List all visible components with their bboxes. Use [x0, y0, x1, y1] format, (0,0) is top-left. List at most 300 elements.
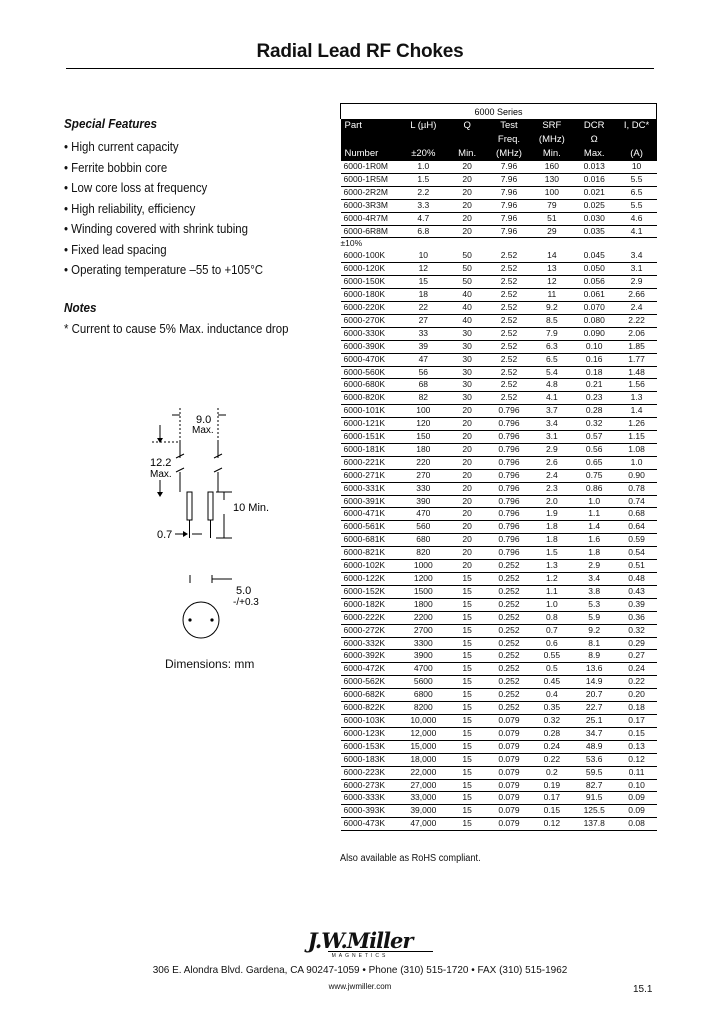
table-cell: 6000-560K — [341, 366, 399, 379]
table-row — [341, 779, 657, 792]
table-row — [341, 650, 657, 663]
table-cell: 0.43 — [617, 585, 657, 598]
table-cell: 14 — [532, 250, 572, 262]
table-cell: 1.0 — [532, 598, 572, 611]
table-cell: 0.09 — [617, 792, 657, 805]
table-row — [341, 740, 657, 753]
table-cell: 15,000 — [398, 740, 448, 753]
table-cell: 4.6 — [617, 212, 657, 225]
notes-text: * Current to cause 5% Max. inductance drop — [64, 321, 289, 336]
table-cell: 7.96 — [486, 212, 532, 225]
table-cell: 2.52 — [486, 392, 532, 405]
table-cell: 0.796 — [486, 482, 532, 495]
table-cell: 6000-332K — [341, 637, 399, 650]
table-cell: 68 — [398, 379, 448, 392]
table-cell: 0.09 — [617, 805, 657, 818]
table-cell: 6000-102K — [341, 560, 399, 573]
table-cell: 0.252 — [486, 676, 532, 689]
table-cell: 0.17 — [617, 714, 657, 727]
table-cell: 0.079 — [486, 779, 532, 792]
table-row — [341, 714, 657, 727]
table-cell: 1.3 — [617, 392, 657, 405]
table-row — [341, 366, 657, 379]
table-cell: 6000-470K — [341, 353, 399, 366]
table-cell: 0.45 — [532, 676, 572, 689]
table-cell: 51 — [532, 212, 572, 225]
table-row — [341, 301, 657, 314]
table-cell: 15 — [448, 663, 486, 676]
table-cell: 0.74 — [617, 495, 657, 508]
table-cell: 2.4 — [617, 301, 657, 314]
table-row — [341, 327, 657, 340]
table-cell: 6000-681K — [341, 534, 399, 547]
table-cell: 0.12 — [532, 818, 572, 831]
table-cell: 1.2 — [532, 573, 572, 586]
table-cell: 0.28 — [532, 727, 572, 740]
table-row — [341, 250, 657, 262]
column-header: (MHz) — [486, 147, 532, 161]
table-cell: 6000-221K — [341, 456, 399, 469]
table-cell: 0.796 — [486, 521, 532, 534]
table-cell: 79 — [532, 199, 572, 212]
table-cell: 6000-272K — [341, 624, 399, 637]
table-cell: 30 — [448, 392, 486, 405]
table-row — [341, 482, 657, 495]
tolerance-note: ±10% — [340, 238, 363, 249]
table-cell: 0.252 — [486, 663, 532, 676]
column-header: SRF — [532, 119, 572, 133]
table-cell: 2.52 — [486, 276, 532, 289]
table-cell: 6000-821K — [341, 547, 399, 560]
table-cell: 27 — [398, 314, 448, 327]
table-cell: 120 — [398, 418, 448, 431]
table-row — [341, 225, 657, 238]
table-cell: 270 — [398, 469, 448, 482]
table-cell: 2.52 — [486, 379, 532, 392]
features-list — [64, 137, 263, 281]
table-cell: 15 — [448, 740, 486, 753]
table-cell: 20 — [448, 161, 486, 173]
table-header-row — [341, 147, 657, 161]
table-cell: 7.96 — [486, 173, 532, 186]
table-cell: 3.4 — [617, 250, 657, 262]
table-cell: 0.252 — [486, 573, 532, 586]
rohs-footnote: Also available as RoHS compliant. — [340, 853, 481, 864]
table-cell: 4.1 — [532, 392, 572, 405]
table-cell: 0.079 — [486, 792, 532, 805]
table-cell: 20 — [448, 443, 486, 456]
column-header: Min. — [448, 147, 486, 161]
table-cell: 0.12 — [617, 753, 657, 766]
table-cell: 6000-150K — [341, 276, 399, 289]
table-cell: 1.26 — [617, 418, 657, 431]
table-cell: 2.9 — [617, 276, 657, 289]
table-row — [341, 469, 657, 482]
table-cell: 6000-2R2M — [341, 186, 399, 199]
table-cell: 3900 — [398, 650, 448, 663]
table-cell: 50 — [448, 263, 486, 276]
table-cell: 6000-152K — [341, 585, 399, 598]
table-cell: 6000-180K — [341, 289, 399, 302]
table-cell: 53.6 — [572, 753, 617, 766]
table-cell: 0.796 — [486, 418, 532, 431]
table-cell: 0.57 — [572, 431, 617, 444]
table-cell: 15 — [448, 650, 486, 663]
table-cell: 15 — [448, 676, 486, 689]
column-header: L (µH) — [398, 119, 448, 133]
table-cell: 40 — [448, 301, 486, 314]
table-cell: 15 — [448, 624, 486, 637]
table-cell: 6000-120K — [341, 263, 399, 276]
table-row — [341, 173, 657, 186]
table-cell: 0.079 — [486, 766, 532, 779]
table-cell: 11 — [532, 289, 572, 302]
table-cell: 0.079 — [486, 818, 532, 831]
table-cell: 0.51 — [617, 560, 657, 573]
table-cell: 0.796 — [486, 443, 532, 456]
table-cell: 0.32 — [617, 624, 657, 637]
table-cell: 40 — [448, 314, 486, 327]
table-cell: 6800 — [398, 689, 448, 702]
table-cell: 0.19 — [532, 779, 572, 792]
table-cell: 2.52 — [486, 314, 532, 327]
table-cell: 6000-222K — [341, 611, 399, 624]
table-cell: 2.52 — [486, 301, 532, 314]
table-cell: 0.252 — [486, 598, 532, 611]
table-cell: 6000-123K — [341, 727, 399, 740]
table-cell: 15 — [448, 792, 486, 805]
table-cell: 0.796 — [486, 456, 532, 469]
table-cell: 3.4 — [532, 418, 572, 431]
table-cell: 4.7 — [398, 212, 448, 225]
table-cell: 20 — [448, 521, 486, 534]
table-row — [341, 805, 657, 818]
table-cell: 0.78 — [617, 482, 657, 495]
table-cell: 6000-820K — [341, 392, 399, 405]
table-cell: 30 — [448, 340, 486, 353]
company-address: 306 E. Alondra Blvd. Gardena, CA 90247-1059 • Phone (310) 515-1720 • FAX (310) 515-1962 — [152, 964, 568, 976]
table-cell: 2.52 — [486, 289, 532, 302]
table-cell: 8.9 — [572, 650, 617, 663]
table-cell: 3.1 — [617, 263, 657, 276]
table-cell: 0.21 — [572, 379, 617, 392]
table-cell: 2.0 — [532, 495, 572, 508]
table-cell: 20 — [448, 508, 486, 521]
table-cell: 0.796 — [486, 495, 532, 508]
table-cell: 6.8 — [398, 225, 448, 238]
table-cell: 14.9 — [572, 676, 617, 689]
table-cell: 0.796 — [486, 431, 532, 444]
table-cell: 9.2 — [572, 624, 617, 637]
table-cell: 6000-181K — [341, 443, 399, 456]
table-cell: 33,000 — [398, 792, 448, 805]
table-cell: 1.0 — [572, 495, 617, 508]
table-cell: 6000-220K — [341, 301, 399, 314]
lead-dia-label: 0.7 — [157, 529, 173, 541]
table-cell: 2.22 — [617, 314, 657, 327]
table-cell: 0.65 — [572, 456, 617, 469]
table-row — [341, 431, 657, 444]
table-cell: 15 — [448, 727, 486, 740]
table-cell: 5600 — [398, 676, 448, 689]
table-cell: 6000-4R7M — [341, 212, 399, 225]
table-cell: 1.1 — [572, 508, 617, 521]
table-row — [341, 443, 657, 456]
table-cell: 2.66 — [617, 289, 657, 302]
table-header-row — [341, 133, 657, 147]
table-cell: 0.252 — [486, 611, 532, 624]
table-cell: 6000-223K — [341, 766, 399, 779]
table-cell: 137.8 — [572, 818, 617, 831]
table-cell: 6000-182K — [341, 598, 399, 611]
table-cell: 1.5 — [532, 547, 572, 560]
table-cell: 2.06 — [617, 327, 657, 340]
table-cell: 15 — [448, 637, 486, 650]
column-header — [617, 133, 657, 147]
table-cell: 15 — [448, 779, 486, 792]
table-cell: 0.24 — [532, 740, 572, 753]
table-cell: 0.32 — [532, 714, 572, 727]
table-cell: 0.045 — [572, 250, 617, 262]
table-cell: 7.96 — [486, 225, 532, 238]
feature-item: • Low core loss at frequency — [64, 180, 208, 195]
table-cell: 0.15 — [532, 805, 572, 818]
table-row — [341, 418, 657, 431]
table-cell: 15 — [448, 702, 486, 715]
table-cell: 0.796 — [486, 534, 532, 547]
column-header: (MHz) — [532, 133, 572, 147]
height-max-label: Max. — [150, 469, 172, 480]
table-cell: 0.8 — [532, 611, 572, 624]
table-cell: 6.5 — [532, 353, 572, 366]
table-cell: 2.2 — [398, 186, 448, 199]
table-row — [341, 702, 657, 715]
table-cell: 0.7 — [532, 624, 572, 637]
table-cell: 10 — [398, 250, 448, 262]
table-row — [341, 508, 657, 521]
table-cell: 6000-330K — [341, 327, 399, 340]
table-cell: 6000-101K — [341, 405, 399, 418]
table-cell: 6000-473K — [341, 818, 399, 831]
table-cell: 6000-121K — [341, 418, 399, 431]
table-row — [341, 161, 657, 173]
table-cell: 1000 — [398, 560, 448, 573]
width-label: 9.0 — [196, 414, 212, 426]
table-cell: 6000-183K — [341, 753, 399, 766]
table-cell: 6000-122K — [341, 573, 399, 586]
table-cell: 1.77 — [617, 353, 657, 366]
table-row — [341, 186, 657, 199]
table-cell: 0.252 — [486, 702, 532, 715]
table-cell: 6000-1R5M — [341, 173, 399, 186]
table-cell: 27,000 — [398, 779, 448, 792]
table-cell: 1.5 — [398, 173, 448, 186]
table-cell: 2.52 — [486, 327, 532, 340]
table-cell: 1.6 — [572, 534, 617, 547]
tolerance-row — [341, 238, 657, 250]
table-cell: 30 — [448, 353, 486, 366]
table-cell: 39 — [398, 340, 448, 353]
table-cell: 15 — [448, 598, 486, 611]
table-cell: 12,000 — [398, 727, 448, 740]
table-cell: 470 — [398, 508, 448, 521]
table-cell: 0.079 — [486, 714, 532, 727]
table-cell: 6000-822K — [341, 702, 399, 715]
table-cell: 20 — [448, 495, 486, 508]
dimension-diagram — [120, 400, 320, 655]
table-cell: 2.6 — [532, 456, 572, 469]
table-cell: 0.54 — [617, 547, 657, 560]
table-row — [341, 212, 657, 225]
table-cell: 0.10 — [572, 340, 617, 353]
table-cell: 0.90 — [617, 469, 657, 482]
table-cell: 1.56 — [617, 379, 657, 392]
table-cell: 220 — [398, 456, 448, 469]
table-cell: 20 — [448, 405, 486, 418]
table-cell: 0.796 — [486, 547, 532, 560]
table-cell: 0.079 — [486, 805, 532, 818]
feature-item: • Operating temperature –55 to +105°C — [64, 262, 264, 277]
table-cell: 22,000 — [398, 766, 448, 779]
table-cell: 0.35 — [532, 702, 572, 715]
table-row — [341, 547, 657, 560]
table-cell: 0.28 — [572, 405, 617, 418]
table-cell: 0.15 — [617, 727, 657, 740]
table-cell: 0.36 — [617, 611, 657, 624]
table-cell: 50 — [448, 276, 486, 289]
feature-item: • Winding covered with shrink tubing — [64, 221, 248, 236]
table-cell: 0.016 — [572, 173, 617, 186]
table-cell: 2.52 — [486, 250, 532, 262]
table-cell: 820 — [398, 547, 448, 560]
table-cell: 3.7 — [532, 405, 572, 418]
table-cell: 0.23 — [572, 392, 617, 405]
table-row — [341, 495, 657, 508]
table-cell: 0.18 — [572, 366, 617, 379]
series-title: 6000 Series — [341, 104, 657, 120]
table-row — [341, 289, 657, 302]
table-cell: 0.252 — [486, 650, 532, 663]
table-cell: 20 — [448, 469, 486, 482]
table-cell: 6000-393K — [341, 805, 399, 818]
width-max-label: Max. — [192, 425, 214, 436]
table-row — [341, 753, 657, 766]
table-cell: 1.8 — [572, 547, 617, 560]
table-cell: 7.96 — [486, 199, 532, 212]
table-cell: 10 — [617, 161, 657, 173]
table-cell: 6.3 — [532, 340, 572, 353]
table-cell: 3.1 — [532, 431, 572, 444]
table-cell: 0.079 — [486, 753, 532, 766]
table-cell: 0.2 — [532, 766, 572, 779]
table-cell: 15 — [448, 573, 486, 586]
table-cell: 20 — [448, 173, 486, 186]
table-row — [341, 689, 657, 702]
table-cell: 0.013 — [572, 161, 617, 173]
table-cell: 7.9 — [532, 327, 572, 340]
table-cell: 0.29 — [617, 637, 657, 650]
table-cell: 0.079 — [486, 727, 532, 740]
table-cell: 5.9 — [572, 611, 617, 624]
table-row — [341, 598, 657, 611]
table-cell: 150 — [398, 431, 448, 444]
table-cell: 1500 — [398, 585, 448, 598]
table-cell: 2.52 — [486, 263, 532, 276]
table-cell: 15 — [398, 276, 448, 289]
table-cell: 48.9 — [572, 740, 617, 753]
table-cell: 100 — [532, 186, 572, 199]
table-row — [341, 392, 657, 405]
table-cell: 0.5 — [532, 663, 572, 676]
table-cell: 30 — [448, 379, 486, 392]
table-cell: 0.252 — [486, 637, 532, 650]
table-row — [341, 727, 657, 740]
table-cell: 10,000 — [398, 714, 448, 727]
table-cell: 20.7 — [572, 689, 617, 702]
table-row — [341, 534, 657, 547]
table-cell: 1.8 — [532, 534, 572, 547]
table-cell: 22 — [398, 301, 448, 314]
website-link[interactable]: www.jwmiller.com — [328, 982, 392, 991]
table-cell: 9.2 — [532, 301, 572, 314]
spec-table-wrap — [340, 103, 657, 831]
table-cell: 0.080 — [572, 314, 617, 327]
table-cell: 5.4 — [532, 366, 572, 379]
table-cell: 1.4 — [572, 521, 617, 534]
table-cell: 82 — [398, 392, 448, 405]
table-cell: 20 — [448, 225, 486, 238]
table-cell: 2.52 — [486, 366, 532, 379]
table-cell: 8.1 — [572, 637, 617, 650]
table-cell: 6000-153K — [341, 740, 399, 753]
table-cell: 0.079 — [486, 740, 532, 753]
table-cell: 160 — [532, 161, 572, 173]
table-cell: 0.11 — [617, 766, 657, 779]
table-cell: 0.252 — [486, 689, 532, 702]
table-cell: 15 — [448, 585, 486, 598]
table-cell: 0.16 — [572, 353, 617, 366]
table-cell: 2.52 — [486, 353, 532, 366]
table-header-row — [341, 119, 657, 133]
page-number: 15.1 — [633, 984, 653, 995]
table-row — [341, 276, 657, 289]
table-cell: 13.6 — [572, 663, 617, 676]
table-cell: 30 — [448, 327, 486, 340]
table-cell: 0.22 — [532, 753, 572, 766]
table-cell: 1.0 — [398, 161, 448, 173]
table-row — [341, 792, 657, 805]
table-cell: 20 — [448, 547, 486, 560]
table-cell: 0.27 — [617, 650, 657, 663]
table-cell: 6000-331K — [341, 482, 399, 495]
table-cell: 25.1 — [572, 714, 617, 727]
table-cell: 0.252 — [486, 624, 532, 637]
table-cell: 0.48 — [617, 573, 657, 586]
table-cell: 34.7 — [572, 727, 617, 740]
table-row — [341, 199, 657, 212]
table-row — [341, 314, 657, 327]
table-cell: 0.22 — [617, 676, 657, 689]
table-cell: 0.17 — [532, 792, 572, 805]
column-header: Min. — [532, 147, 572, 161]
table-cell: 3300 — [398, 637, 448, 650]
logo-subtitle: MAGNETICS — [331, 953, 389, 959]
table-cell: 2.9 — [572, 560, 617, 573]
dimensions-caption: Dimensions: mm — [165, 657, 255, 671]
table-cell: 0.56 — [572, 443, 617, 456]
table-cell: 7.96 — [486, 186, 532, 199]
table-cell: 20 — [448, 482, 486, 495]
